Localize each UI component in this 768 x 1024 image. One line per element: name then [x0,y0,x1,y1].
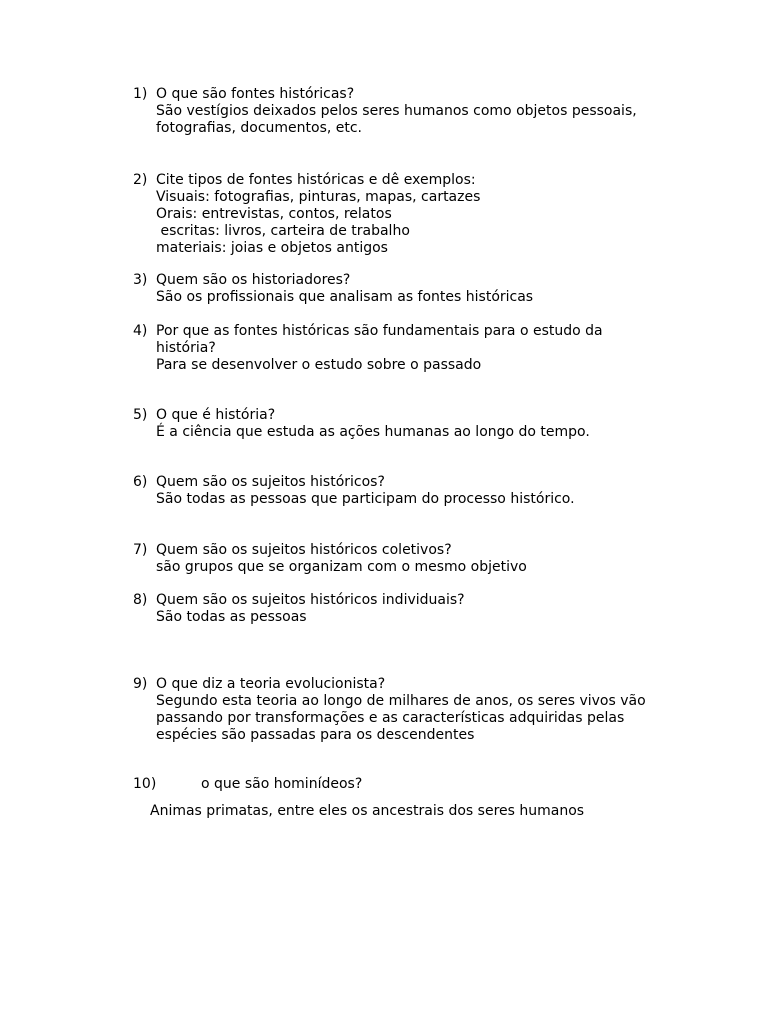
question-number: 4) [133,323,148,339]
question-item-7 [133,542,693,576]
answer-line: São todas as pessoas [156,609,307,625]
question-text-10: o que são hominídeos? [201,776,363,792]
question-text: Por que as fontes históricas são fundamentais para o estudo da [156,323,603,339]
question-item-3 [133,272,693,306]
answer-line: É a ciência que estuda as ações humanas ao longo do tempo. [156,424,590,440]
question-text: Quem são os historiadores? [156,272,351,288]
question-number: 7) [133,542,148,558]
question-item-6 [133,474,693,508]
question-text: Quem são os sujeitos históricos coletivos? [156,542,452,558]
answer-line: Orais: entrevistas, contos, relatos [156,206,392,222]
question-number: 9) [133,676,148,692]
question-text: O que é história? [156,407,276,423]
question-number: 8) [133,592,148,608]
question-item-9 [133,676,693,744]
question-item-8 [133,592,693,626]
question-text: história? [156,340,216,356]
question-number-10: 10) [133,776,157,792]
answer-line-10: Animas primatas, entre eles os ancestrais dos seres humanos [150,803,585,819]
question-text: O que são fontes históricas? [156,86,355,102]
question-number: 5) [133,407,148,423]
answer-line: escritas: livros, carteira de trabalho [156,223,410,239]
answer-line: Para se desenvolver o estudo sobre o passado [156,357,482,373]
question-text: Quem são os sujeitos históricos individuais? [156,592,465,608]
question-item-1 [133,86,693,137]
question-text: O que diz a teoria evolucionista? [156,676,386,692]
answer-line: fotografias, documentos, etc. [156,120,363,136]
answer-line: Visuais: fotografias, pinturas, mapas, cartazes [156,189,481,205]
question-item-5 [133,407,693,441]
question-number: 1) [133,86,148,102]
answer-line: São todas as pessoas que participam do processo histórico. [156,491,575,507]
question-number: 6) [133,474,148,490]
answer-line: São os profissionais que analisam as fontes históricas [156,289,534,305]
question-item-4 [133,323,693,374]
answer-line: passando por transformações e as características adquiridas pelas [156,710,625,726]
question-text: Cite tipos de fontes históricas e dê exemplos: [156,172,476,188]
question-text: Quem são os sujeitos históricos? [156,474,385,490]
answer-line: Segundo esta teoria ao longo de milhares de anos, os seres vivos vão [156,693,646,709]
answer-line: espécies são passadas para os descendentes [156,727,475,743]
question-number: 2) [133,172,148,188]
question-number: 3) [133,272,148,288]
answer-line: São vestígios deixados pelos seres humanos como objetos pessoais, [156,103,637,119]
answer-line: materiais: joias e objetos antigos [156,240,388,256]
answer-line: são grupos que se organizam com o mesmo objetivo [156,559,527,575]
question-item-2 [133,172,693,257]
